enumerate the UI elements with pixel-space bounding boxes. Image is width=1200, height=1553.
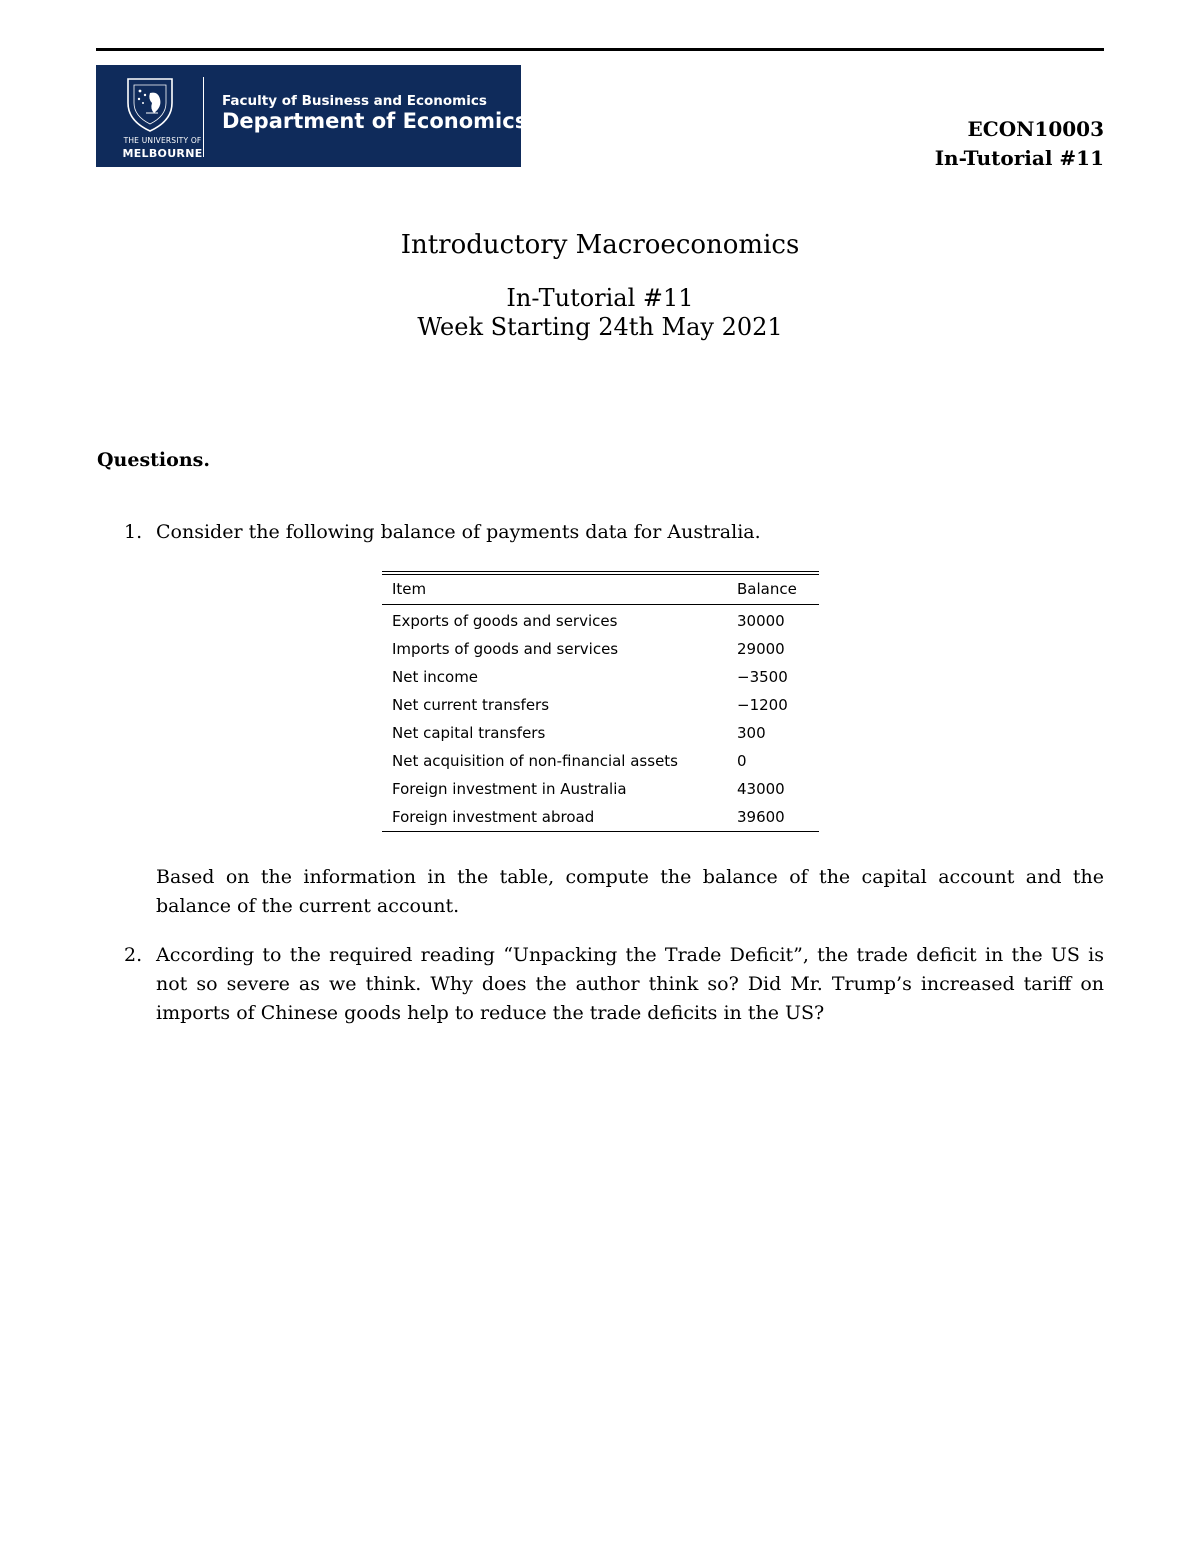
table-row xyxy=(382,663,819,691)
document-title: Introductory Macroeconomics xyxy=(400,230,800,260)
table-cell-item: Net acquisition of non-financial assets xyxy=(392,752,678,770)
table-cell-item: Exports of goods and services xyxy=(392,612,618,630)
table-row xyxy=(382,803,819,831)
table-cell-balance: −1200 xyxy=(737,696,788,714)
logo-university-big: MELBOURNE xyxy=(122,147,203,160)
top-rule xyxy=(96,48,1104,51)
table-cell-balance: 29000 xyxy=(737,640,785,658)
table-cell-item: Net current transfers xyxy=(392,696,550,714)
question-2-number: 2. xyxy=(124,944,143,966)
course-code: ECON10003 xyxy=(967,117,1104,141)
table-row xyxy=(382,691,819,719)
document-subtitle-tutorial: In-Tutorial #11 xyxy=(506,284,694,312)
question-1-number: 1. xyxy=(124,521,143,543)
table-row xyxy=(382,635,819,663)
logo-divider xyxy=(203,77,204,157)
tutorial-tag: In-Tutorial #11 xyxy=(934,146,1104,170)
table-row xyxy=(382,719,819,747)
table-row xyxy=(382,605,819,635)
table-row xyxy=(382,775,819,803)
table-cell-balance: 0 xyxy=(737,752,747,770)
table-header-row xyxy=(382,575,819,604)
question-1-text: Consider the following balance of payments data for Australia. xyxy=(156,521,761,543)
table-cell-item: Foreign investment abroad xyxy=(392,808,595,826)
document-subtitle-week: Week Starting 24th May 2021 xyxy=(417,313,783,341)
table-cell-item: Imports of goods and services xyxy=(392,640,619,658)
logo-university-small: THE UNIVERSITY OF xyxy=(123,136,202,145)
table-cell-balance: 39600 xyxy=(737,808,785,826)
table-row xyxy=(382,747,819,775)
balance-of-payments-table xyxy=(382,571,819,832)
column-header-item: Item xyxy=(392,580,427,598)
section-heading: Questions. xyxy=(97,449,210,471)
crest-icon xyxy=(110,75,205,160)
table-cell-item: Net capital transfers xyxy=(392,724,546,742)
logo-department: Department of Economics xyxy=(222,109,528,133)
question-1-followup: Based on the information in the table, compute the balance of the capital account and the balance of the current account. xyxy=(156,866,1104,917)
table-cell-item: Foreign investment in Australia xyxy=(392,780,627,798)
table-cell-balance: 300 xyxy=(737,724,766,742)
question-2-text: According to the required reading “Unpacking the Trade Deficit”, the trade deficit in the US is not so severe as we think. Why does the author think so? Did Mr. Trump’s increased tariff on imports of Chinese goods help to reduce the trade deficits in the US? xyxy=(156,944,1104,1024)
logo-faculty: Faculty of Business and Economics xyxy=(222,93,487,109)
table-cell-balance: −3500 xyxy=(737,668,788,686)
university-logo xyxy=(96,65,528,167)
table-cell-item: Net income xyxy=(392,668,479,686)
column-header-balance: Balance xyxy=(737,580,797,598)
table-cell-balance: 30000 xyxy=(737,612,785,630)
table-bottom-rule xyxy=(382,831,819,832)
table-cell-balance: 43000 xyxy=(737,780,785,798)
